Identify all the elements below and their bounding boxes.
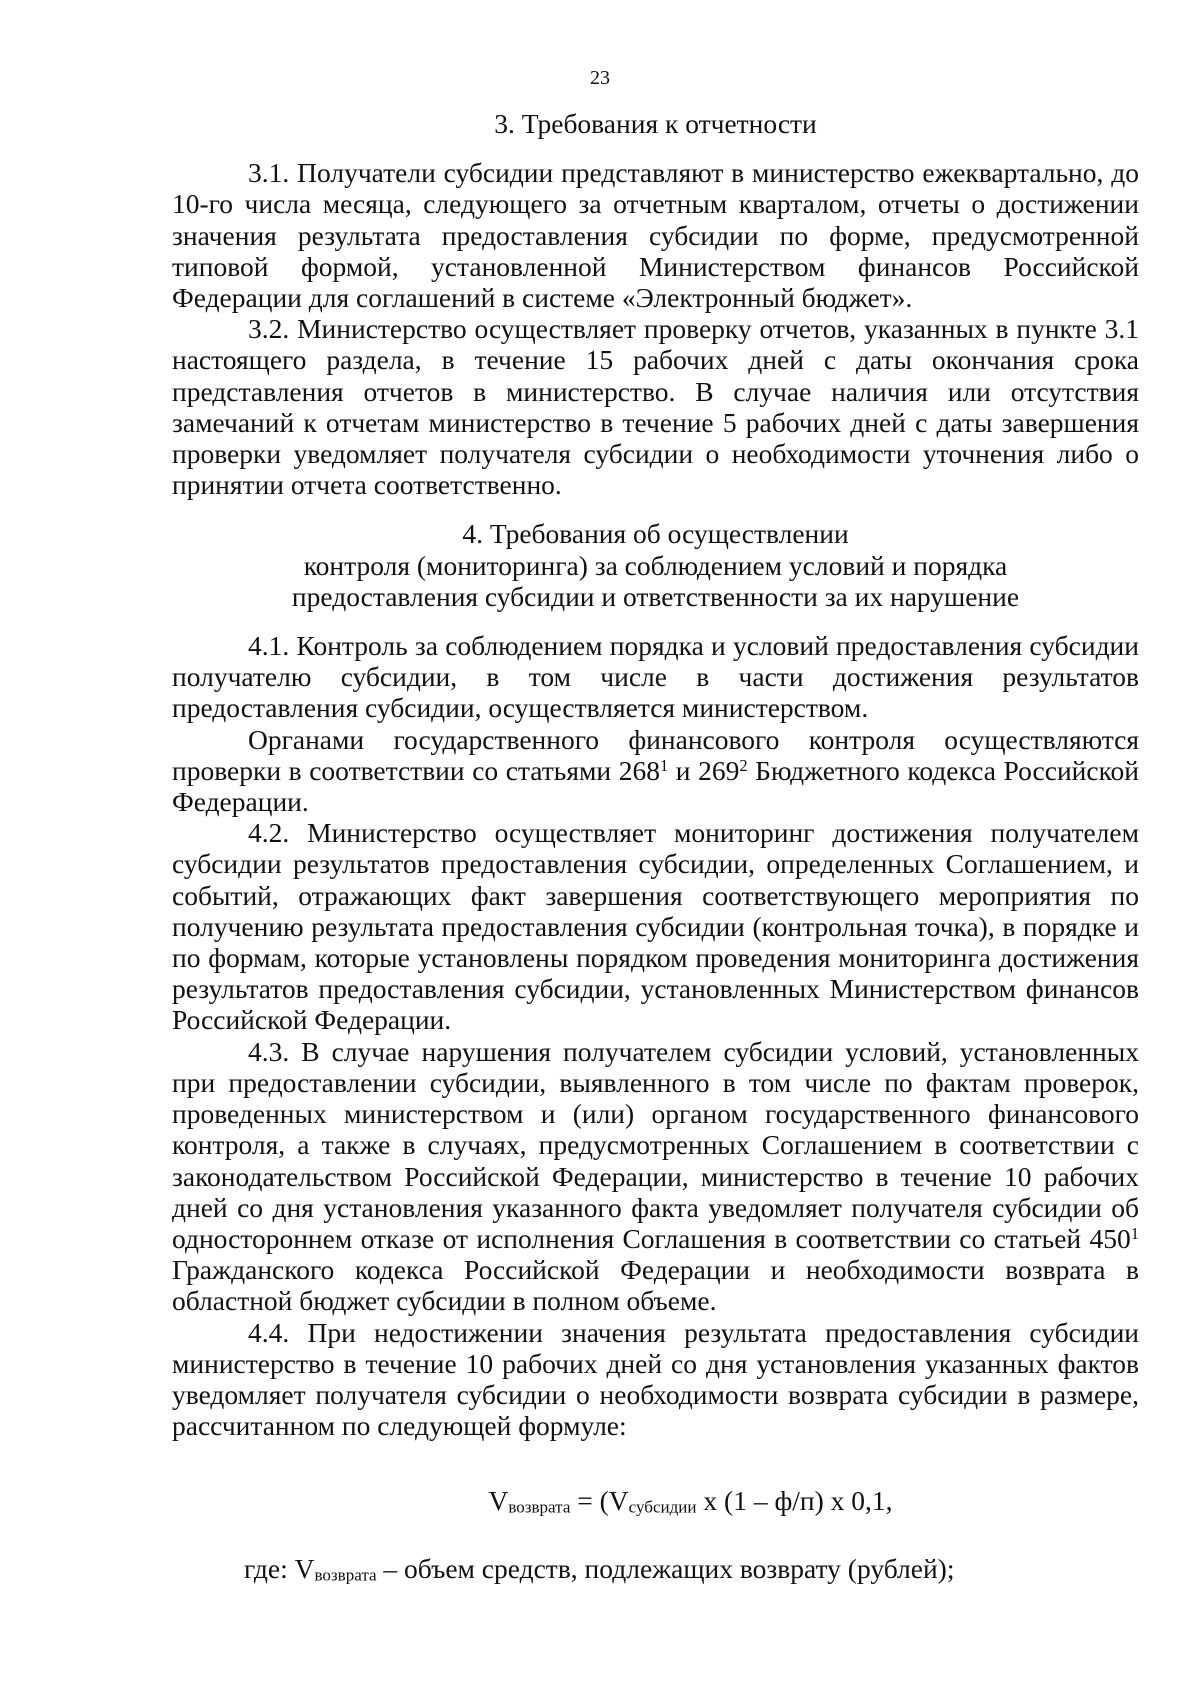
paragraph-3-2: 3.2. Министерство осуществляет проверку отчетов, указанных в пункте 3.1 настоящего раздела, в течение 15 рабочих дней с даты окончания срока представления отчетов в министерство. В случае наличия или отсутствия замечаний к отчетам министерство в течение 5 рабочих дней с даты завершения проверки уведомляет получателя субсидии о необходимости уточнения либо о принятии отчета соответственно. xyxy=(172,313,1139,501)
formula-sub-subsidy: субсидии xyxy=(628,1497,697,1517)
section-4-title-line-3: предоставления субсидии и ответственности за их нарушение xyxy=(291,580,1020,612)
formula-v: V xyxy=(488,1485,509,1517)
formula-rest: x (1 – ф/п) x 0,1, xyxy=(696,1485,893,1517)
section-4-title-line-2: контроля (мониторинга) за соблюдением условий и порядка xyxy=(303,549,1008,581)
formula-sub-return: возврата xyxy=(508,1497,571,1517)
control-text-3: Бюджетного кодекса Российской Федерации. xyxy=(172,754,1140,818)
paragraph-4-3 xyxy=(172,1036,1139,1317)
section-4-title xyxy=(172,518,1139,612)
control-text-1: Органами государственного финансового контроля осуществляются проверки в соответствии со статьями 268 xyxy=(172,723,1139,786)
section-3-title: 3. Требования к отчетности xyxy=(494,108,817,139)
superscript-1: 1 xyxy=(659,755,669,775)
p43-text-2: Гражданского кодекса Российской Федерации и необходимости возврата в областной бюджет субсидии в полном объеме. xyxy=(172,1254,1139,1317)
paragraph-4-4: 4.4. При недостижении значения результата предоставления субсидии министерство в течение 10 рабочих дней со дня установления указанных фактов уведомляет получателя субсидии о необходимости возврата субсидии в размере, рассчитанном по следующей формуле: xyxy=(172,1316,1139,1442)
paragraph-4-1-control xyxy=(172,724,1139,818)
return-formula xyxy=(172,1485,1139,1516)
paragraph-4-2: 4.2. Министерство осуществляет мониторинг достижения получателем субсидии результатов предоставления субсидии, определенных Соглашением, и событий, отражающих факт завершения соответствующего мероприятия по получению результата предоставления субсидии (контрольная точка), в порядке и по формам, которые установлены порядком проведения мониторинга достижения результатов предоставления субсидии, установленных Министерством финансов Российской Федерации. xyxy=(172,817,1139,1036)
p43-text-1: 4.3. В случае нарушения получателем субсидии условий, установленных при предоставлении субсидии, выявленного в том числе по фактам проверок, проведенных министерством и (или) органом государственного финансового контроля, а также в случаях, предусмотренных Соглашением в соответствии с законодательством Российской Федерации, министерство в течение 10 рабочих дней со дня установления указанного факта уведомляет получателя субсидии об одностороннем отказе от исполнения Соглашения в соответствии со статьей 450 xyxy=(172,1035,1139,1254)
document-body xyxy=(172,108,1139,1584)
superscript-450: 1 xyxy=(1130,1223,1139,1243)
superscript-2: 2 xyxy=(739,755,748,775)
page-number: 23 xyxy=(590,67,610,89)
formula-definition xyxy=(172,1553,1139,1584)
formula-eq: = (V xyxy=(570,1485,629,1517)
paragraph-3-1: 3.1. Получатели субсидии представляют в министерство ежеквартально, до 10-го числа месяца, следующего за отчетным кварталом, отчеты о достижении значения результата предоставления субсидии по форме, предусмотренной типовой формой, установленной Министерством финансов Российской Федерации для соглашений в системе «Электронный бюджет». xyxy=(172,157,1139,314)
paragraph-4-1: 4.1. Контроль за соблюдением порядка и условий предоставления субсидии получателю субсидии, в том числе в части достижения результатов предоставления субсидии, осуществляется министерством. xyxy=(172,630,1139,724)
section-4-title-line-1: 4. Требования об осуществлении xyxy=(462,518,849,550)
where-sub: возврата xyxy=(314,1565,377,1585)
where-prefix: где: V xyxy=(244,1552,315,1584)
where-text: – объем средств, подлежащих возврату (рублей); xyxy=(376,1552,955,1584)
control-text-2: и 269 xyxy=(668,754,740,786)
